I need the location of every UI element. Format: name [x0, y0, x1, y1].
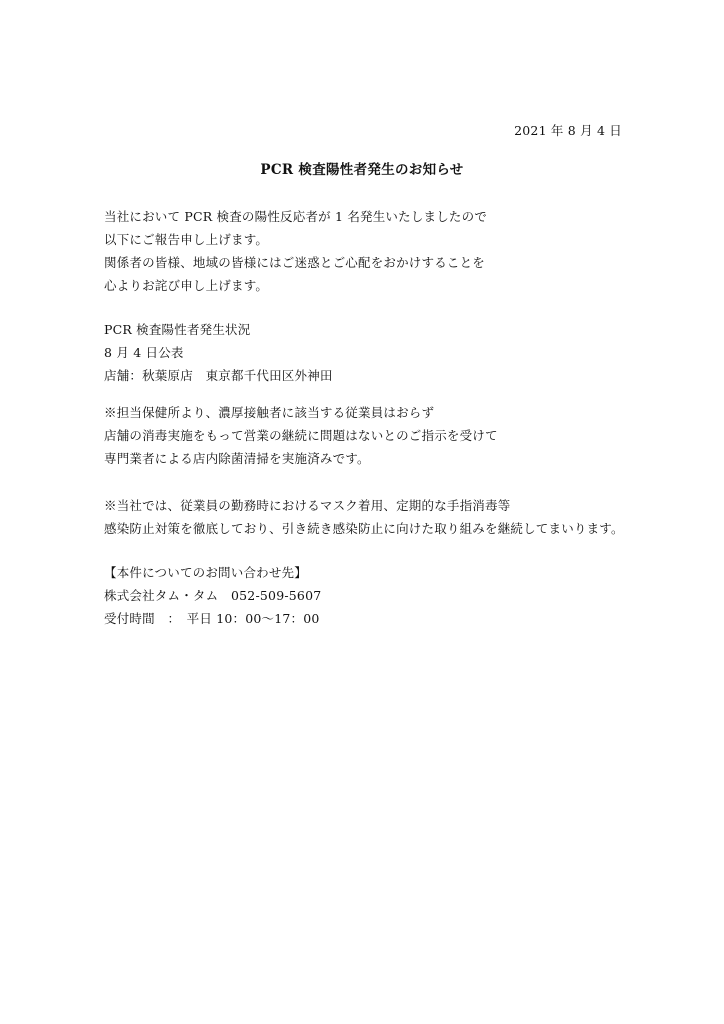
contact-hours: 受付時間 ： 平日 10：00〜17：00	[104, 611, 320, 626]
health-center-note	[104, 401, 498, 470]
note-line: ※担当保健所より、濃厚接触者に該当する従業員はおらず	[104, 405, 435, 420]
announcement-date: 8 月 4 日公表	[104, 345, 184, 360]
intro-line: 当社において PCR 検査の陽性反応者が 1 名発生いたしましたので	[104, 209, 488, 224]
intro-line: 関係者の皆様、地域の皆様にはご迷惑とご心配をおかけすることを	[104, 255, 486, 270]
intro-paragraph	[104, 205, 487, 297]
intro-line: 心よりお詫び申し上げます。	[104, 278, 269, 293]
document-title: PCR 検査陽性者発生のお知らせ	[260, 162, 464, 178]
contact-company-phone: 株式会社タム・タム 052-509-5607	[104, 588, 322, 603]
contact-heading: 【本件についてのお問い合わせ先】	[104, 565, 307, 580]
status-heading: PCR 検査陽性者発生状況	[104, 322, 251, 337]
note-line: 感染防止対策を徹底しており、引き続き感染防止に向けた取り組みを継続してまいります。	[104, 521, 624, 536]
prevention-note	[104, 494, 624, 540]
document-date: 2021 年 8 月 4 日	[514, 123, 622, 138]
note-line: 専門業者による店内除菌清掃を実施済みです。	[104, 451, 370, 466]
contact-section	[104, 561, 321, 630]
store-location: 店舗：秋葉原店 東京都千代田区外神田	[104, 368, 333, 383]
status-section	[104, 318, 333, 387]
note-line: ※当社では、従業員の勤務時におけるマスク着用、定期的な手指消毒等	[104, 498, 511, 513]
intro-line: 以下にご報告申し上げます。	[104, 232, 269, 247]
note-line: 店舗の消毒実施をもって営業の継続に問題はないとのご指示を受けて	[104, 428, 498, 443]
